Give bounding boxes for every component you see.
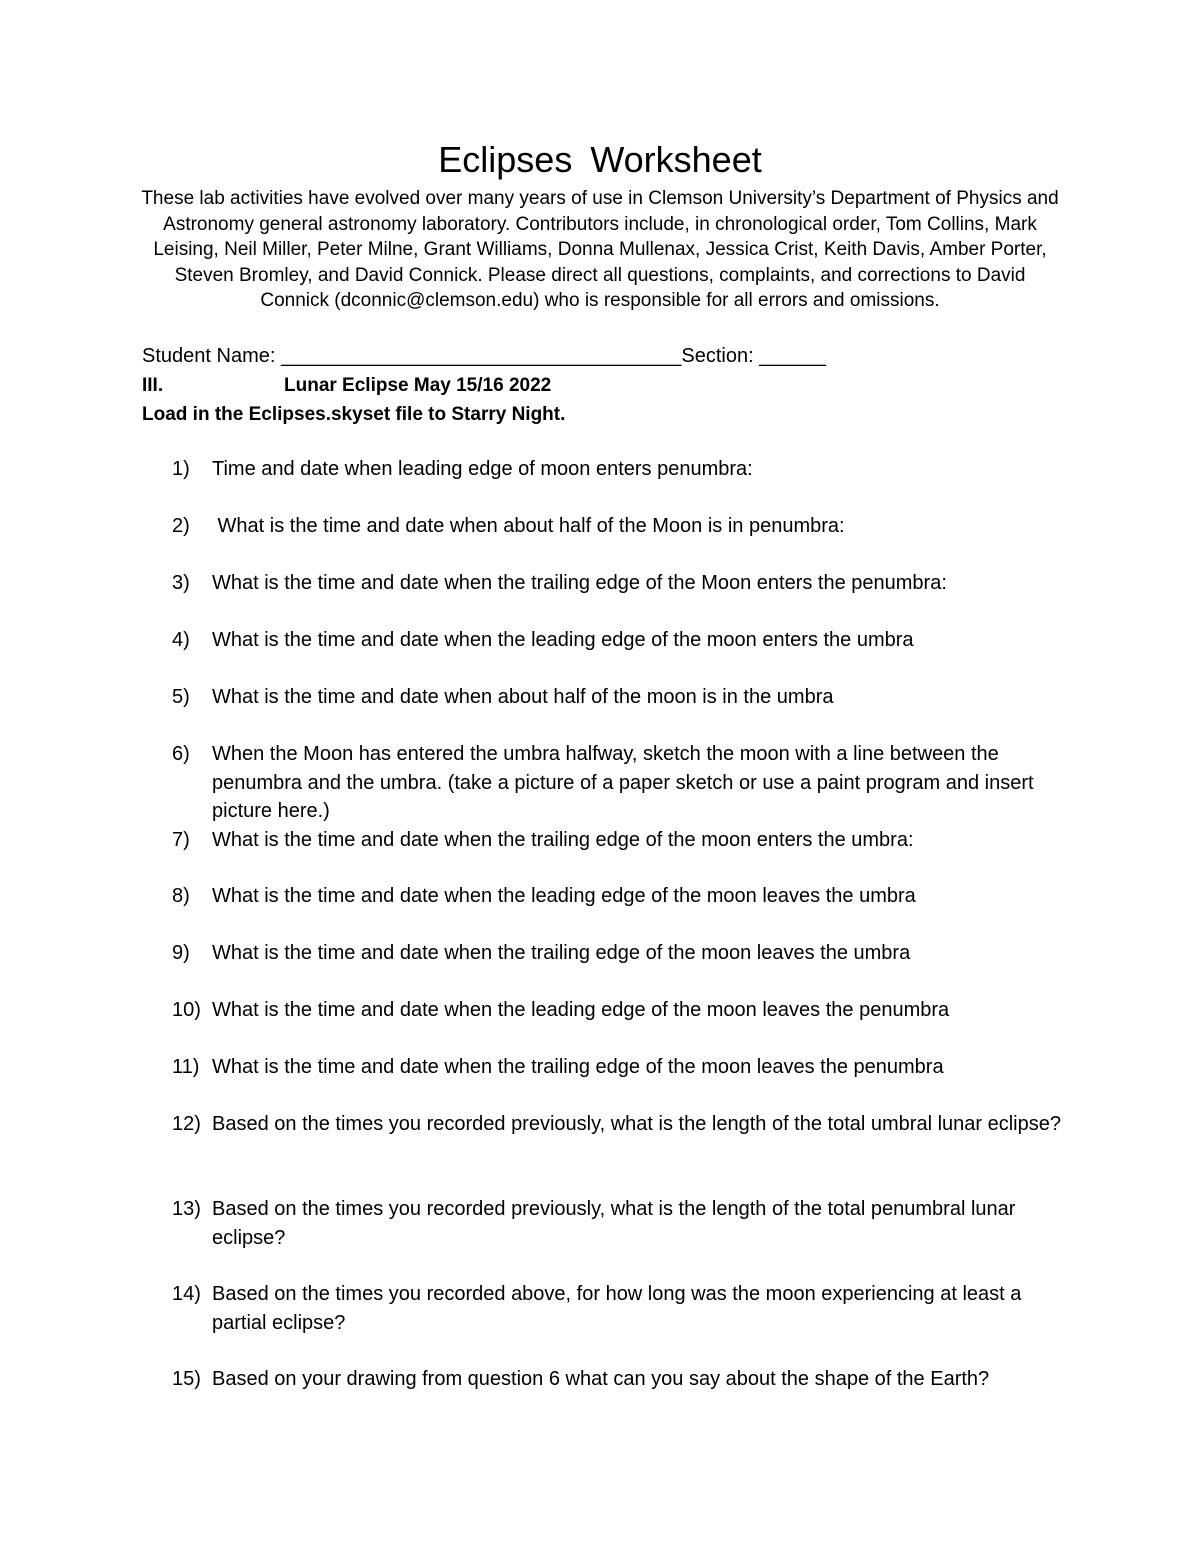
question-14 (172, 1280, 1062, 1337)
question-13 (172, 1195, 1062, 1252)
question-text: What is the time and date when the leading edge of the moon leaves the umbra (212, 885, 916, 907)
question-11 (172, 1053, 1062, 1082)
instruction-line: Load in the Eclipses.skyset file to Starry Night. (142, 404, 566, 425)
question-text: What is the time and date when the trailing edge of the Moon enters the penumbra: (212, 572, 947, 594)
question-number: 15) (172, 1368, 201, 1390)
question-number: 14) (172, 1283, 201, 1305)
question-5 (172, 683, 1062, 712)
section-heading (142, 372, 551, 400)
question-9 (172, 939, 1062, 968)
question-text: Based on the times you recorded above, for how long was the moon experiencing at least a partial eclipse? (212, 1283, 1022, 1334)
question-text: What is the time and date when about half of the moon is in the umbra (212, 686, 834, 708)
question-number: 10) (172, 999, 201, 1021)
question-6 (172, 740, 1062, 826)
question-8 (172, 882, 1062, 911)
question-3 (172, 569, 1062, 598)
question-number: 1) (172, 458, 190, 480)
page-title: Eclipses Worksheet (438, 139, 762, 180)
question-2 (172, 512, 1062, 541)
question-text: What is the time and date when about half of the Moon is in penumbra: (212, 515, 845, 537)
question-text: What is the time and date when the trailing edge of the moon enters the umbra: (212, 829, 914, 851)
question-number: 2) (172, 515, 190, 537)
question-12 (172, 1110, 1062, 1139)
question-1 (172, 455, 1062, 484)
question-number: 4) (172, 629, 190, 651)
question-10 (172, 996, 1062, 1025)
question-text: Based on your drawing from question 6 what can you say about the shape of the Earth? (212, 1368, 990, 1390)
question-text: Time and date when leading edge of moon enters penumbra: (212, 458, 753, 480)
question-text: Based on the times you recorded previously, what is the length of the total umbral lunar eclipse? (212, 1113, 1061, 1135)
question-number: 8) (172, 885, 190, 907)
question-number: 3) (172, 572, 190, 594)
question-text: What is the time and date when the leading edge of the moon enters the umbra (212, 629, 914, 651)
question-text: Based on the times you recorded previously, what is the length of the total penumbral lunar eclipse? (212, 1198, 1016, 1249)
intro-paragraph: These lab activities have evolved over many years of use in Clemson University’s Department of Physics and Astronomy general astronomy laboratory. Contributors include, in chronological order, Tom Collins, Mark Leising, Neil Miller, Peter Milne, Grant Williams, Donna Mullenax, Jessica Crist, Keith Davis, Amber Porter, Steven Bromley, and David Connick. Please direct all questions, complaints, and corrections to David Connick (dconnic@clemson.edu) who is responsible for all errors and omissions. (141, 188, 1059, 312)
question-15 (172, 1365, 1062, 1394)
section-number: III. (142, 375, 164, 396)
question-4 (172, 626, 1062, 655)
question-number: 6) (172, 743, 190, 765)
question-7 (172, 826, 1062, 855)
question-number: 7) (172, 829, 190, 851)
question-number: 5) (172, 686, 190, 708)
question-number: 9) (172, 942, 190, 964)
question-number: 12) (172, 1113, 201, 1135)
section-title: Lunar Eclipse May 15/16 2022 (284, 375, 552, 396)
question-text: What is the time and date when the trailing edge of the moon leaves the umbra (212, 942, 911, 964)
question-number: 11) (172, 1056, 200, 1078)
question-text: What is the time and date when the leading edge of the moon leaves the penumbra (212, 999, 950, 1021)
question-text: What is the time and date when the trailing edge of the moon leaves the penumbra (212, 1056, 944, 1078)
student-name-section-line: Student Name: ____________________________________Section: ______ (142, 345, 826, 367)
question-number: 13) (172, 1198, 201, 1220)
question-text: When the Moon has entered the umbra halfway, sketch the moon with a line between the penumbra and the umbra. (take a picture of a paper sketch or use a paint program and insert picture here.) (212, 743, 1034, 823)
